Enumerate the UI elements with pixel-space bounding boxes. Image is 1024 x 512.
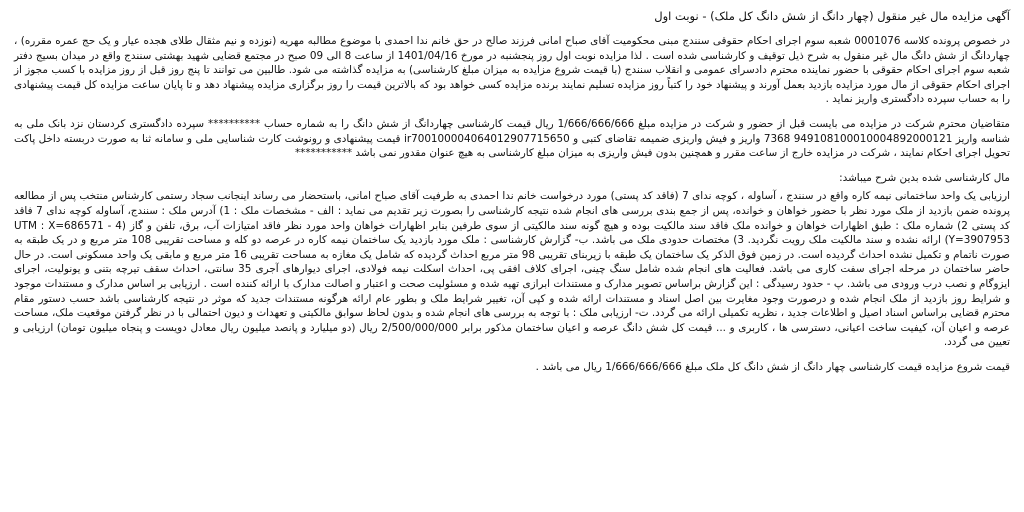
case-paragraph: در خصوص پرونده کلاسه 0001076 شعبه سوم اجرای احکام حقوقی سنندج مبنی محکومیت آقای صباح امانی فرزند صالح در حق خانم ندا احمدی با موضوع مطالبه مهریه (نوزده و نیم مثقال طلای هجده عیار و یک حج عمره مقرره) ، چهاردانگ از شش دانگ مال غیر منقول به شرح ذیل توقیف و کارشناسی شده است . لذا مزایده نوبت اول روز پنجشنبه در مورخ 1401/04/16 از ساعت 8 الی 09 صبح در مجتمع قضایی شهید بهشتی سنندج واقع در میدان بسیج دفتر شعبه سوم اجرای احکام حقوقی با حضور نماینده محترم دادسرای عمومی و انقلاب سنندج (با قیمت شروع مزایده به میزان مبلغ کارشناسی) به مزایده گذاشته می شود. طالبین می توانند تا پنج روز قبل از روز مزایده با کسب مجوز از اجرای احکام حقوقی از مال مورد مزایده بازدید بعمل آورند و پیشنهاد خود را کتباً روز مزایده تسلیم نمایند برنده مزایده کسی خواهد بود که بالاترین قیمت را روز برگزاری مزایده پیشنهاد دهد و تا پایان ساعت مزایده کل قیمت پیشنهادی را به حساب سپرده دادگستری واریز نماید . xyxy=(14,35,1011,106)
deposit-paragraph: متقاضیان محترم شرکت در مزایده می بایست قبل از حضور و شرکت در مزایده مبلغ 1/666/666/666 ریال قیمت کارشناسی چهاردانگ از شش دانگ را به شماره حساب ********** سپرده دادگستری کردستان نزد بانک ملی به شناسه واریز 949108100010004892000121 7368 واریز و فیش واریزی ضمیمه تقاضای کتبی و ir700100004064012907715650 قیمت پیشنهادی و رونوشت کارت شناسایی ملی و سامانه ثنا به صورت دربسته داخل پاکت تحویل اجرای احکام نمایند ، شرکت در مزایده خارج از ساعت مقرر و همچنین بدون فیش واریزی به میزان مبلغ کارشناسی به هیچ عنوان مقدور نمی باشد *********** xyxy=(14,117,1010,160)
notice-title: آگهی مزایده مال غیر منقول (چهار دانگ از شش دانگ کل ملک) - نوبت اول xyxy=(654,9,1010,23)
section-heading: مال کارشناسی شده بدین شرح میباشد: xyxy=(839,171,1010,184)
starting-price-line: قیمت شروع مزایده قیمت کارشناسی چهار دانگ از شش دانگ کل ملک مبلغ 1/666/666/666 ریال می باشد . xyxy=(535,360,1010,373)
appraisal-paragraph: ارزیابی یک واحد ساختمانی نیمه کاره واقع در سنندج ، آساوله ، کوچه ندای 7 (فاقد کد پستی) مورد درخواست خانم ندا احمدی به طرفیت آقای صباح امانی، باستحضار می رساند اینجانب سجاد رستمی کارشناس منتخب پس از مطالعه پرونده ضمن بازدید از ملک مورد نظر با حضور خواهان و خوانده، پس از جمع بندی بررسی های انجام شده نتیجه کارشناسی را بصورت زیر تقدیم می نماید : الف - مشخصات ملک : 1) آدرس ملک : سنندج، آساوله کوچه ندای 7 فاقد کد پستی 2) شماره ملک : طبق اظهارات خواهان و خوانده ملک فاقد سند مالکیت بوده و هیچ گونه سند مالکیتی از سوی طرفین بنابر اظهارات خواهان واحد مورد نظر فاقد امتیازات آب، برق، تلفن و گاز (4 UTM : X=686571 - Y=3907953) ارائه نشده و سند مالکیت ملک رویت نگردید. 3) مختصات حدودی ملک می باشد. ب- گزارش کارشناسی : ملک مورد بازدید یک ساختمان نیمه کاره در عرصه دو کله و مساحت تقریبی 108 متر مربع و در یک طبقه به صورت ناتمام و تکمیل نشده احداث گردیده است. در زمین فوق الذکر یک ساختمان یک طبقه با زیربنای تقریبی 98 متر مربع احداث گردیده که شامل یک مغازه به مساحت تقریبی 16 متر مربع و مابقی یک واحد مسکونی است. در حال حاضر ساختمان در مرحله اجرای سفت کاری می باشد. فعالیت های انجام شده شامل سنگ چینی، اجرای کلاف افقی پی، احداث اسکلت نیمه فولادی، اجرای دیوارهای آجری 35 سانتی، احداث سقف تیرچه بتنی و یونولیت، اجرای ایزوگام و نصب درب ورودی می باشد. پ - حدود رسیدگی : این گزارش براساس تصویر مدارک و مستندات ابرازی تهیه شده و مسئولیت صحت و اعتبار و اصالت مدارک با ارائه کننده است . ارزیابی بر اساس مدارک و مستندات موجود و شرایط روز بازدید از ملک انجام شده و درصورت وجود مغایرت بین اصل اسناد و مستندات ارائه شده و کپی آن، تغییر شرایط ملک و بطور عام ارائه هرگونه مستندات جدید که موثر در نتیجه کارشناسی باشد حسب دستور مقام محترم قضایی براساس اسناد اصیل و اطلاعات جدید ، نظریه تکمیلی ارائه می گردد. ت- ارزیابی ملک : با توجه به بررسی های انجام شده و بدون لحاظ سوابق مالکیتی و تعهدات و دیون احتمالی با در نظر گرفتن موقعیت ملک، مساحت عرصه و اعیان آن، کیفیت ساخت اعیانی، دسترسی ها ، کاربری و ... قیمت کل شش دانگ عرصه و اعیان ساختمان مذکور برابر 2/500/000/000 ریال (دو میلیارد و پانصد میلیون ریال معادل دویست و پنجاه میلیون تومان) ارزیابی و تعیین می گردد. xyxy=(14,190,1011,349)
